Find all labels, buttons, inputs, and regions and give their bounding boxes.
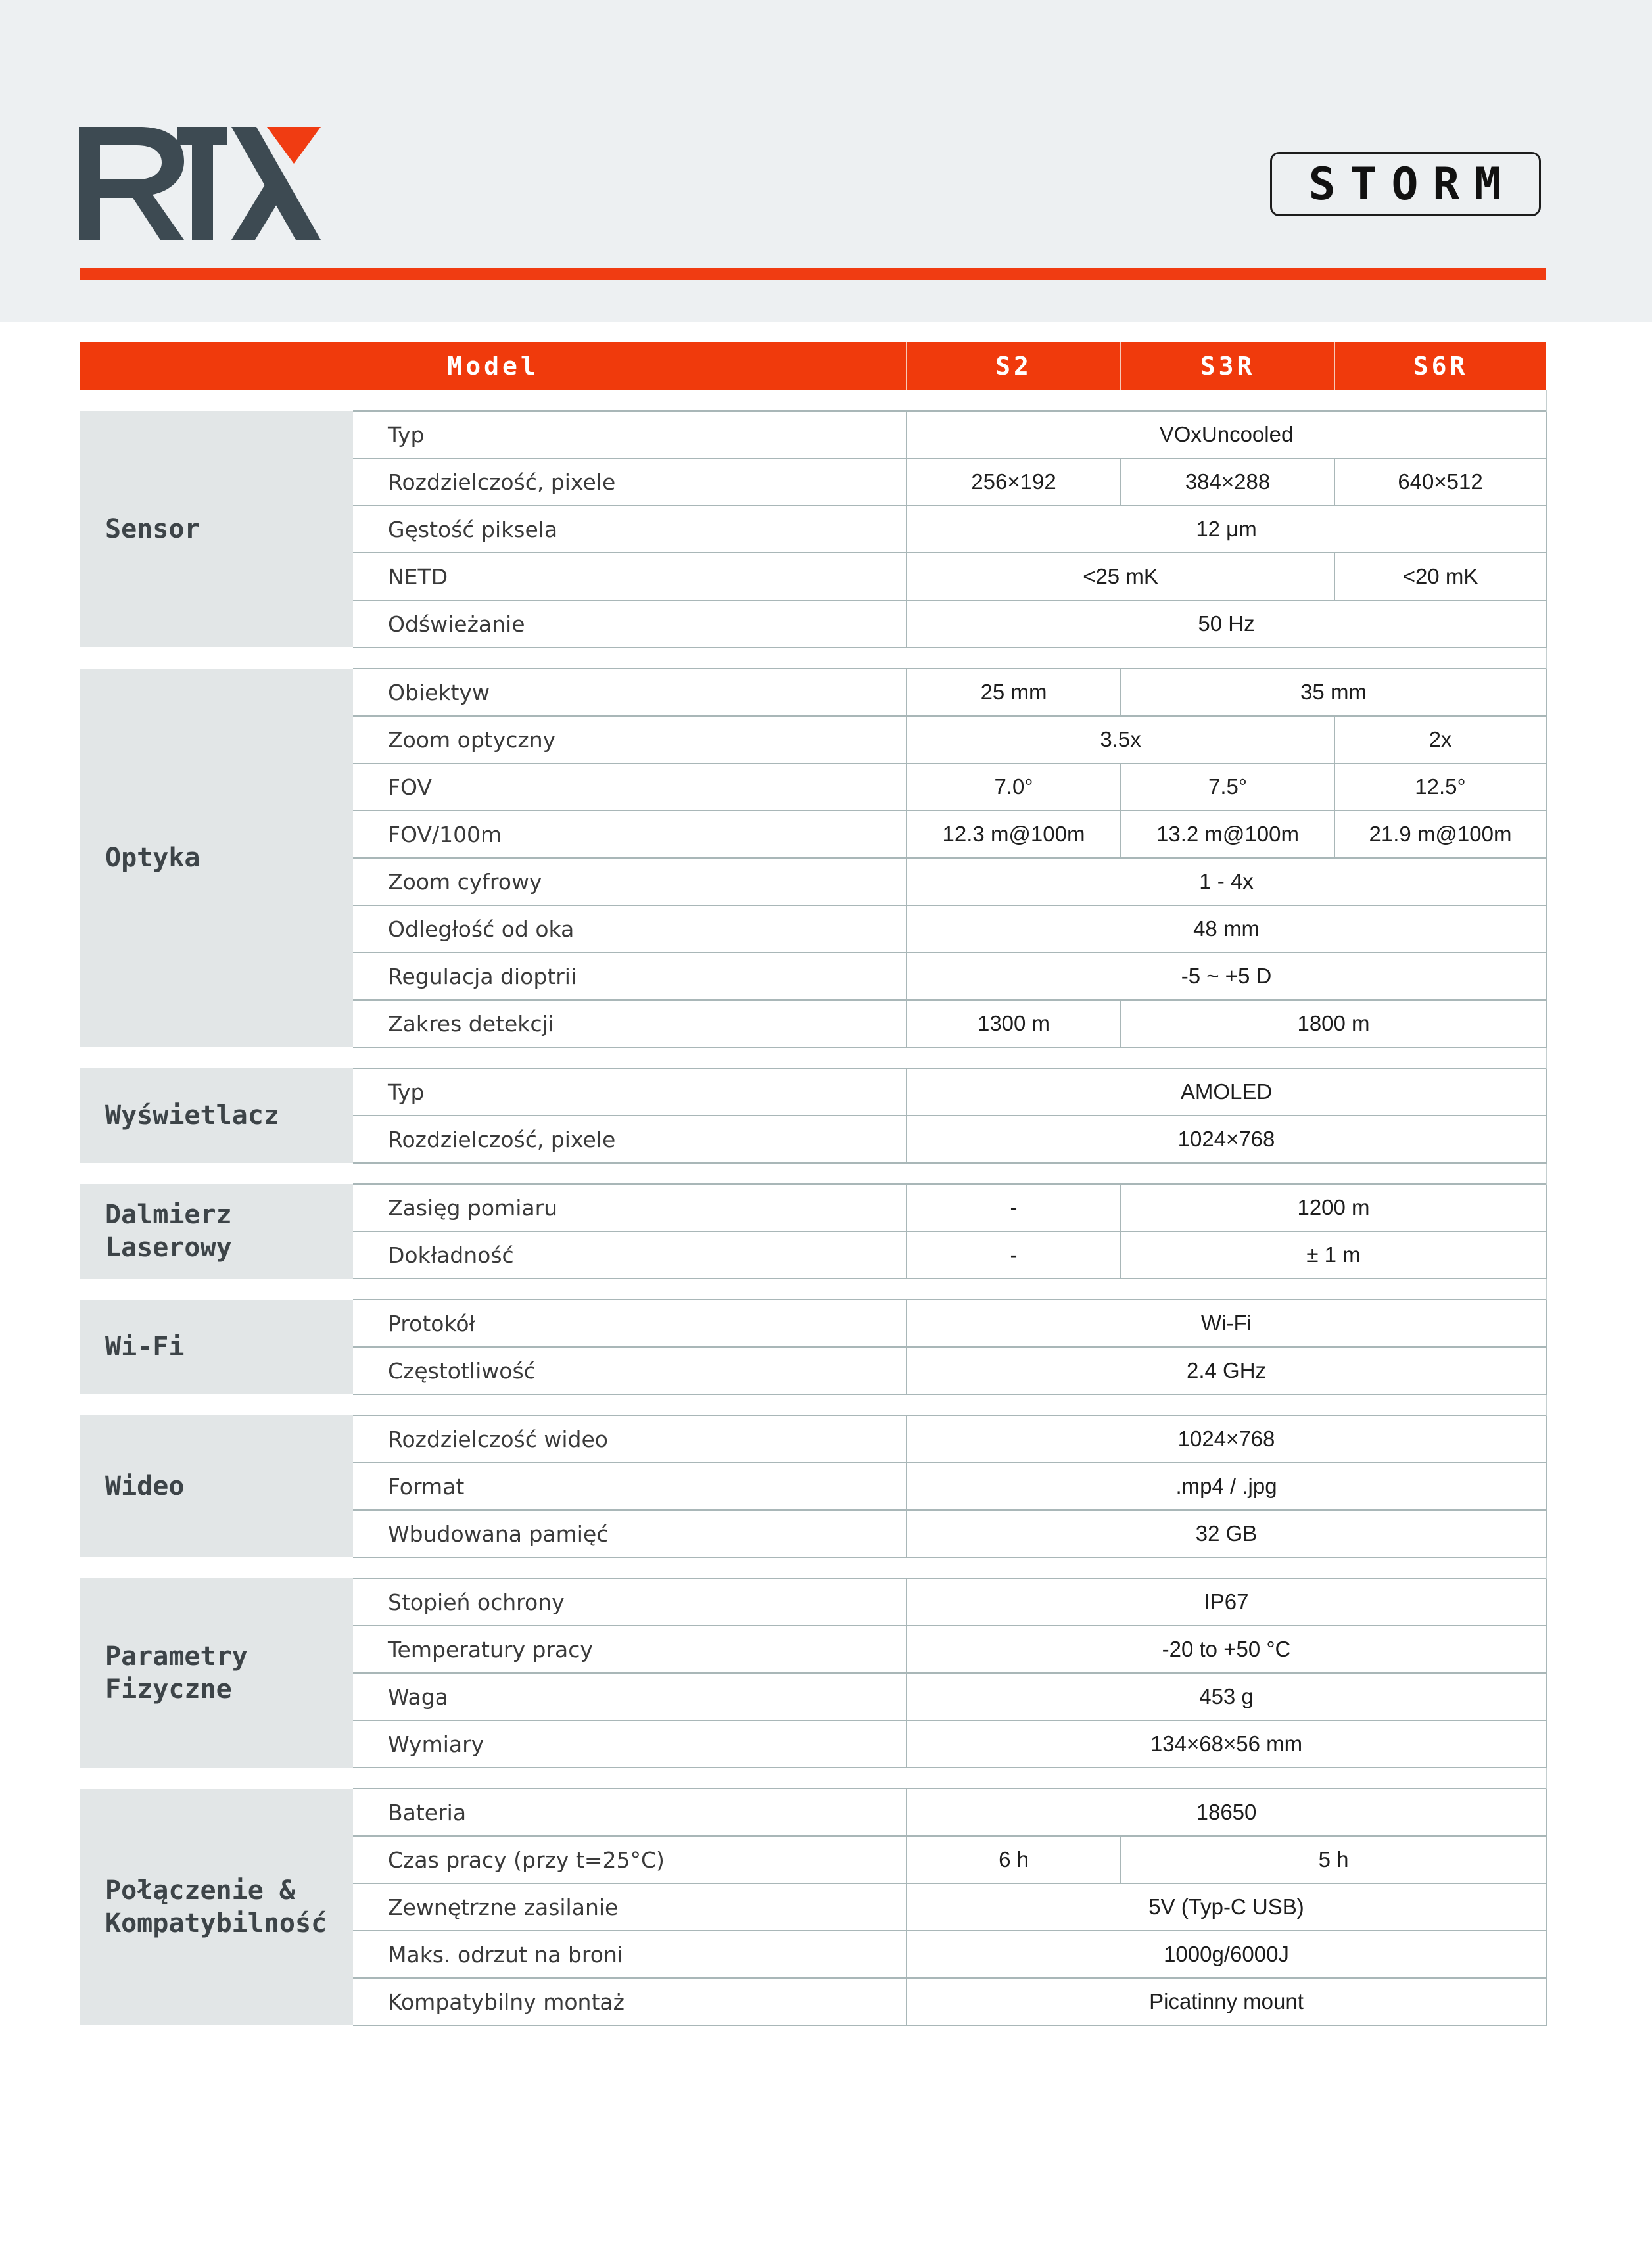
header-model-s6r: S6R <box>1334 342 1546 390</box>
table-row <box>80 1184 1546 1231</box>
param-label: Zasięg pomiaru <box>353 1184 907 1231</box>
param-label: Zoom optyczny <box>353 716 907 763</box>
section-spacer <box>80 1394 1546 1415</box>
spacer-cell <box>907 1768 1546 1789</box>
param-label: Dokładność <box>353 1231 907 1279</box>
section-title <box>80 669 353 1047</box>
rix-logo <box>79 127 321 240</box>
spec-value: 1200 m <box>1121 1184 1546 1231</box>
param-label: Typ <box>353 411 907 458</box>
spec-table <box>80 342 1547 2026</box>
section-spacer <box>80 1768 1546 1789</box>
section-title <box>80 1068 353 1163</box>
param-label: Odległość od oka <box>353 905 907 953</box>
spec-value: 21.9 m@100m <box>1334 811 1546 858</box>
section-title <box>80 1300 353 1394</box>
param-label: Częstotliwość <box>353 1347 907 1394</box>
section-title-text: Parametry <box>105 1641 248 1672</box>
spec-body <box>80 390 1546 2025</box>
spacer-cell <box>80 390 907 411</box>
spec-value: 12.5° <box>1334 763 1546 811</box>
spec-value: 12.3 m@100m <box>907 811 1121 858</box>
spec-value: 3.5x <box>907 716 1334 763</box>
table-row <box>80 1068 1546 1116</box>
section-title-text: Sensor <box>105 514 201 544</box>
spec-value: 384×288 <box>1121 458 1334 506</box>
spacer-cell <box>907 647 1546 669</box>
spec-value: 1800 m <box>1121 1000 1546 1047</box>
product-badge: STORM <box>1270 152 1541 216</box>
header-model-s3r: S3R <box>1121 342 1334 390</box>
spacer-cell <box>907 390 1546 411</box>
param-label: Stopień ochrony <box>353 1578 907 1626</box>
table-row <box>80 1300 1546 1347</box>
spec-value: 25 mm <box>907 669 1121 716</box>
spacer-cell <box>80 1768 907 1789</box>
param-label: Rozdzielczość, pixele <box>353 1116 907 1163</box>
param-label: Zakres detekcji <box>353 1000 907 1047</box>
param-label: Temperatury pracy <box>353 1626 907 1673</box>
param-label: Regulacja dioptrii <box>353 953 907 1000</box>
param-label: Typ <box>353 1068 907 1116</box>
spacer-cell <box>80 1557 907 1578</box>
header-model-s2: S2 <box>907 342 1121 390</box>
table-row <box>80 1415 1546 1463</box>
spacer-cell <box>80 1163 907 1184</box>
spec-value: 7.5° <box>1121 763 1334 811</box>
spacer-cell <box>80 647 907 669</box>
spec-value: 7.0° <box>907 763 1121 811</box>
spec-value: 2x <box>1334 716 1546 763</box>
spec-value: 32 GB <box>907 1510 1546 1557</box>
spec-value: <25 mK <box>907 553 1334 600</box>
spacer-cell <box>907 1394 1546 1415</box>
spec-value: 18650 <box>907 1789 1546 1836</box>
spec-value: 6 h <box>907 1836 1121 1883</box>
param-label: Protokół <box>353 1300 907 1347</box>
section-title-text: Optyka <box>105 843 201 873</box>
spec-value: IP67 <box>907 1578 1546 1626</box>
spec-value: 1 - 4x <box>907 858 1546 905</box>
spec-value: -20 to +50 °C <box>907 1626 1546 1673</box>
spec-value: 13.2 m@100m <box>1121 811 1334 858</box>
param-label: Waga <box>353 1673 907 1720</box>
param-label: Zoom cyfrowy <box>353 858 907 905</box>
section-spacer <box>80 647 1546 669</box>
spec-value: 2.4 GHz <box>907 1347 1546 1394</box>
section-spacer <box>80 1163 1546 1184</box>
spec-value: 640×512 <box>1334 458 1546 506</box>
param-label: Maks. odrzut na broni <box>353 1931 907 1978</box>
spacer-cell <box>80 1394 907 1415</box>
param-label: NETD <box>353 553 907 600</box>
spec-value: - <box>907 1184 1121 1231</box>
spec-value: 134×68×56 mm <box>907 1720 1546 1768</box>
spec-value: 48 mm <box>907 905 1546 953</box>
spec-value: Picatinny mount <box>907 1978 1546 2025</box>
spacer-cell <box>80 1279 907 1300</box>
spec-value: .mp4 / .jpg <box>907 1463 1546 1510</box>
spec-value: 1024×768 <box>907 1415 1546 1463</box>
spec-value: AMOLED <box>907 1068 1546 1116</box>
section-title-text: Kompatybilność <box>105 1908 327 1939</box>
spec-value: 1024×768 <box>907 1116 1546 1163</box>
section-spacer <box>80 390 1546 411</box>
spec-value: 12 μm <box>907 506 1546 553</box>
param-label: Rozdzielczość, pixele <box>353 458 907 506</box>
param-label: Obiektyw <box>353 669 907 716</box>
spacer-cell <box>907 1163 1546 1184</box>
section-title <box>80 1184 353 1279</box>
section-spacer <box>80 1557 1546 1578</box>
spacer-cell <box>907 1279 1546 1300</box>
section-title-text: Wyświetlacz <box>105 1100 279 1131</box>
spec-value: 5V (Typ-C USB) <box>907 1883 1546 1931</box>
section-title-text: Fizyczne <box>105 1674 232 1705</box>
section-title <box>80 1415 353 1557</box>
param-label: Rozdzielczość wideo <box>353 1415 907 1463</box>
param-label: FOV/100m <box>353 811 907 858</box>
table-row <box>80 411 1546 458</box>
spec-value: 35 mm <box>1121 669 1546 716</box>
param-label: Format <box>353 1463 907 1510</box>
section-spacer <box>80 1279 1546 1300</box>
spec-value: <20 mK <box>1334 553 1546 600</box>
param-label: Odświeżanie <box>353 600 907 647</box>
spec-value: 5 h <box>1121 1836 1546 1883</box>
spacer-cell <box>907 1047 1546 1068</box>
spacer-cell <box>80 1047 907 1068</box>
spec-value: 453 g <box>907 1673 1546 1720</box>
section-title <box>80 1578 353 1768</box>
spec-value: 1300 m <box>907 1000 1121 1047</box>
header-model-label: Model <box>80 342 907 390</box>
spacer-cell <box>907 1557 1546 1578</box>
section-title-text: Wi-Fi <box>105 1332 185 1362</box>
section-title <box>80 411 353 647</box>
spec-value: 256×192 <box>907 458 1121 506</box>
section-title-text: Laserowy <box>105 1233 232 1263</box>
table-row <box>80 1789 1546 1836</box>
param-label: Wbudowana pamięć <box>353 1510 907 1557</box>
section-title-text: Dalmierz <box>105 1200 232 1230</box>
spec-value: - <box>907 1231 1121 1279</box>
spec-value: -5 ~ +5 D <box>907 953 1546 1000</box>
param-label: Wymiary <box>353 1720 907 1768</box>
page-header <box>0 0 1652 322</box>
table-row <box>80 669 1546 716</box>
section-title <box>80 1789 353 2025</box>
param-label: Kompatybilny montaż <box>353 1978 907 2025</box>
section-title-text: Połączenie & <box>105 1875 295 1906</box>
table-header-row <box>80 342 1546 390</box>
spec-value: Wi-Fi <box>907 1300 1546 1347</box>
accent-divider <box>80 268 1546 280</box>
spec-value: ± 1 m <box>1121 1231 1546 1279</box>
spec-value: VOxUncooled <box>907 411 1546 458</box>
spec-value: 50 Hz <box>907 600 1546 647</box>
section-spacer <box>80 1047 1546 1068</box>
param-label: FOV <box>353 763 907 811</box>
spec-value: 1000g/6000J <box>907 1931 1546 1978</box>
param-label: Bateria <box>353 1789 907 1836</box>
section-title-text: Wideo <box>105 1471 185 1501</box>
param-label: Zewnętrzne zasilanie <box>353 1883 907 1931</box>
param-label: Czas pracy (przy t=25°C) <box>353 1836 907 1883</box>
table-row <box>80 1578 1546 1626</box>
param-label: Gęstość piksela <box>353 506 907 553</box>
